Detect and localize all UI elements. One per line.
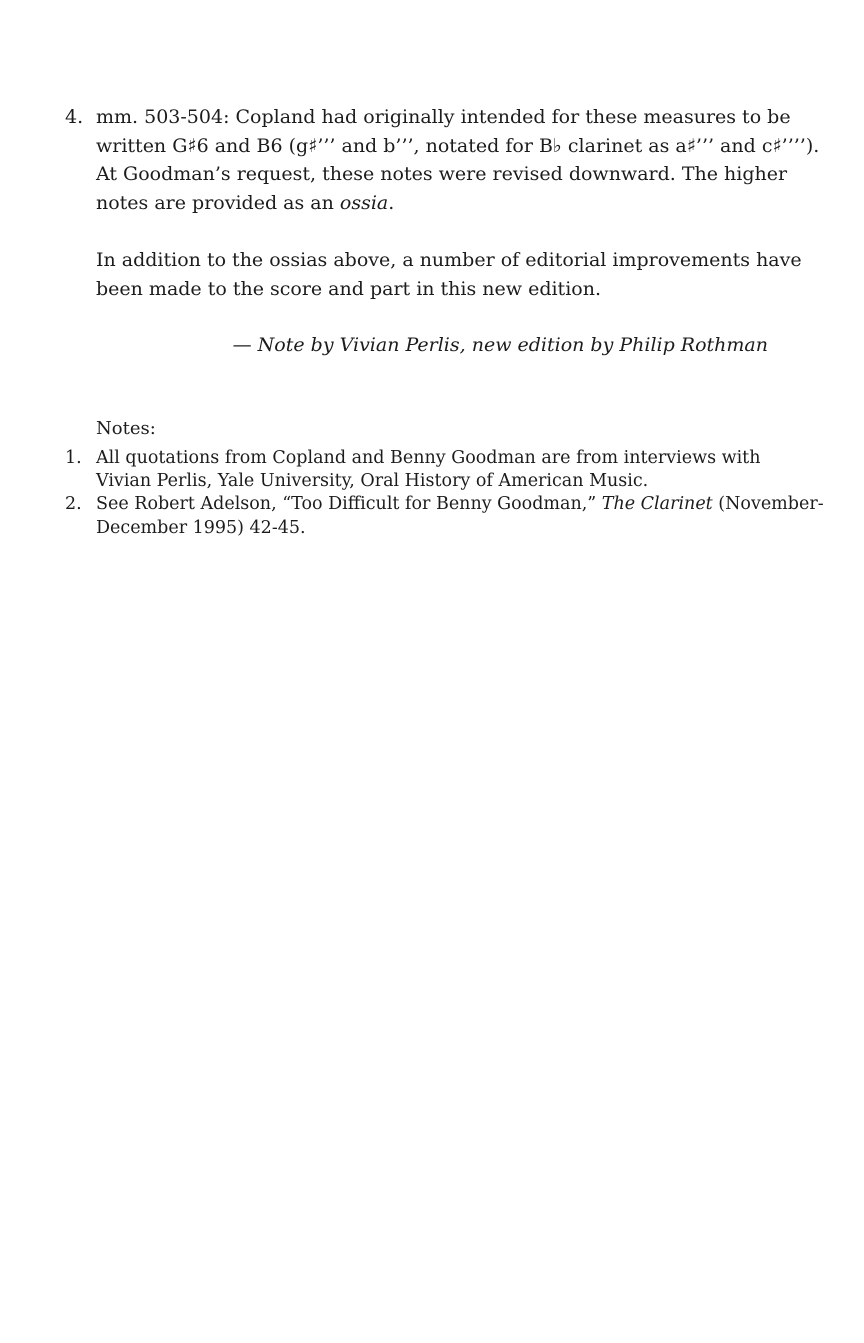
item-4-line-4-text: notes are provided as an: [96, 192, 340, 215]
notes-section: [65, 416, 824, 540]
item-4-line-1: mm. 503-504: Copland had originally intended for these measures to be: [96, 106, 791, 128]
attribution-line: — Note by Vivian Perlis, new edition by Philip Rothman: [232, 334, 768, 356]
note-2-journal-title-italic: The Clarinet: [601, 494, 713, 515]
note-2-body: [96, 493, 824, 539]
note-1-number: 1.: [65, 448, 82, 468]
item-4-number: 4.: [65, 106, 84, 128]
note-2-number: 2.: [65, 494, 82, 515]
item-4-body: [96, 103, 819, 218]
editorial-note-item-4: [65, 103, 820, 218]
note-1-line-2: Vivian Perlis, Yale University, Oral History of American Music.: [96, 471, 649, 492]
item-4-line-4-period: .: [388, 192, 395, 215]
note-2-line-1-text: See Robert Adelson, “Too Difficult for Benny Goodman,”: [96, 494, 602, 515]
notes-list: [65, 447, 824, 540]
item-4-line-2: written G♯6 and B6 (g♯’’’ and b’’’, notated for B♭ clarinet as a♯’’’ and c♯’’’’).: [96, 134, 820, 157]
item-4-ossia-italic: ossia: [339, 192, 389, 215]
note-2-line-2: December 1995) 42-45.: [96, 517, 306, 538]
item-4-line-3: At Goodman’s request, these notes were revised downward. The higher: [96, 163, 788, 186]
note-1-line-1: All quotations from Copland and Benny Goodman are from interviews with: [96, 448, 761, 468]
paragraph-2-line-1: In addition to the ossias above, a number of editorial improvements have: [96, 249, 802, 271]
item-4-line-4: [96, 189, 819, 218]
notes-heading: Notes:: [96, 418, 156, 439]
note-item-2: [65, 493, 824, 539]
paragraph-2-line-2: been made to the score and part in this new edition.: [96, 277, 601, 300]
note-2-line-1-tail: (November-: [712, 494, 824, 515]
editorial-improvements-paragraph: [96, 246, 802, 303]
note-1-body: [96, 447, 785, 493]
note-item-1: [65, 447, 785, 493]
note-2-line-1: [96, 493, 824, 516]
